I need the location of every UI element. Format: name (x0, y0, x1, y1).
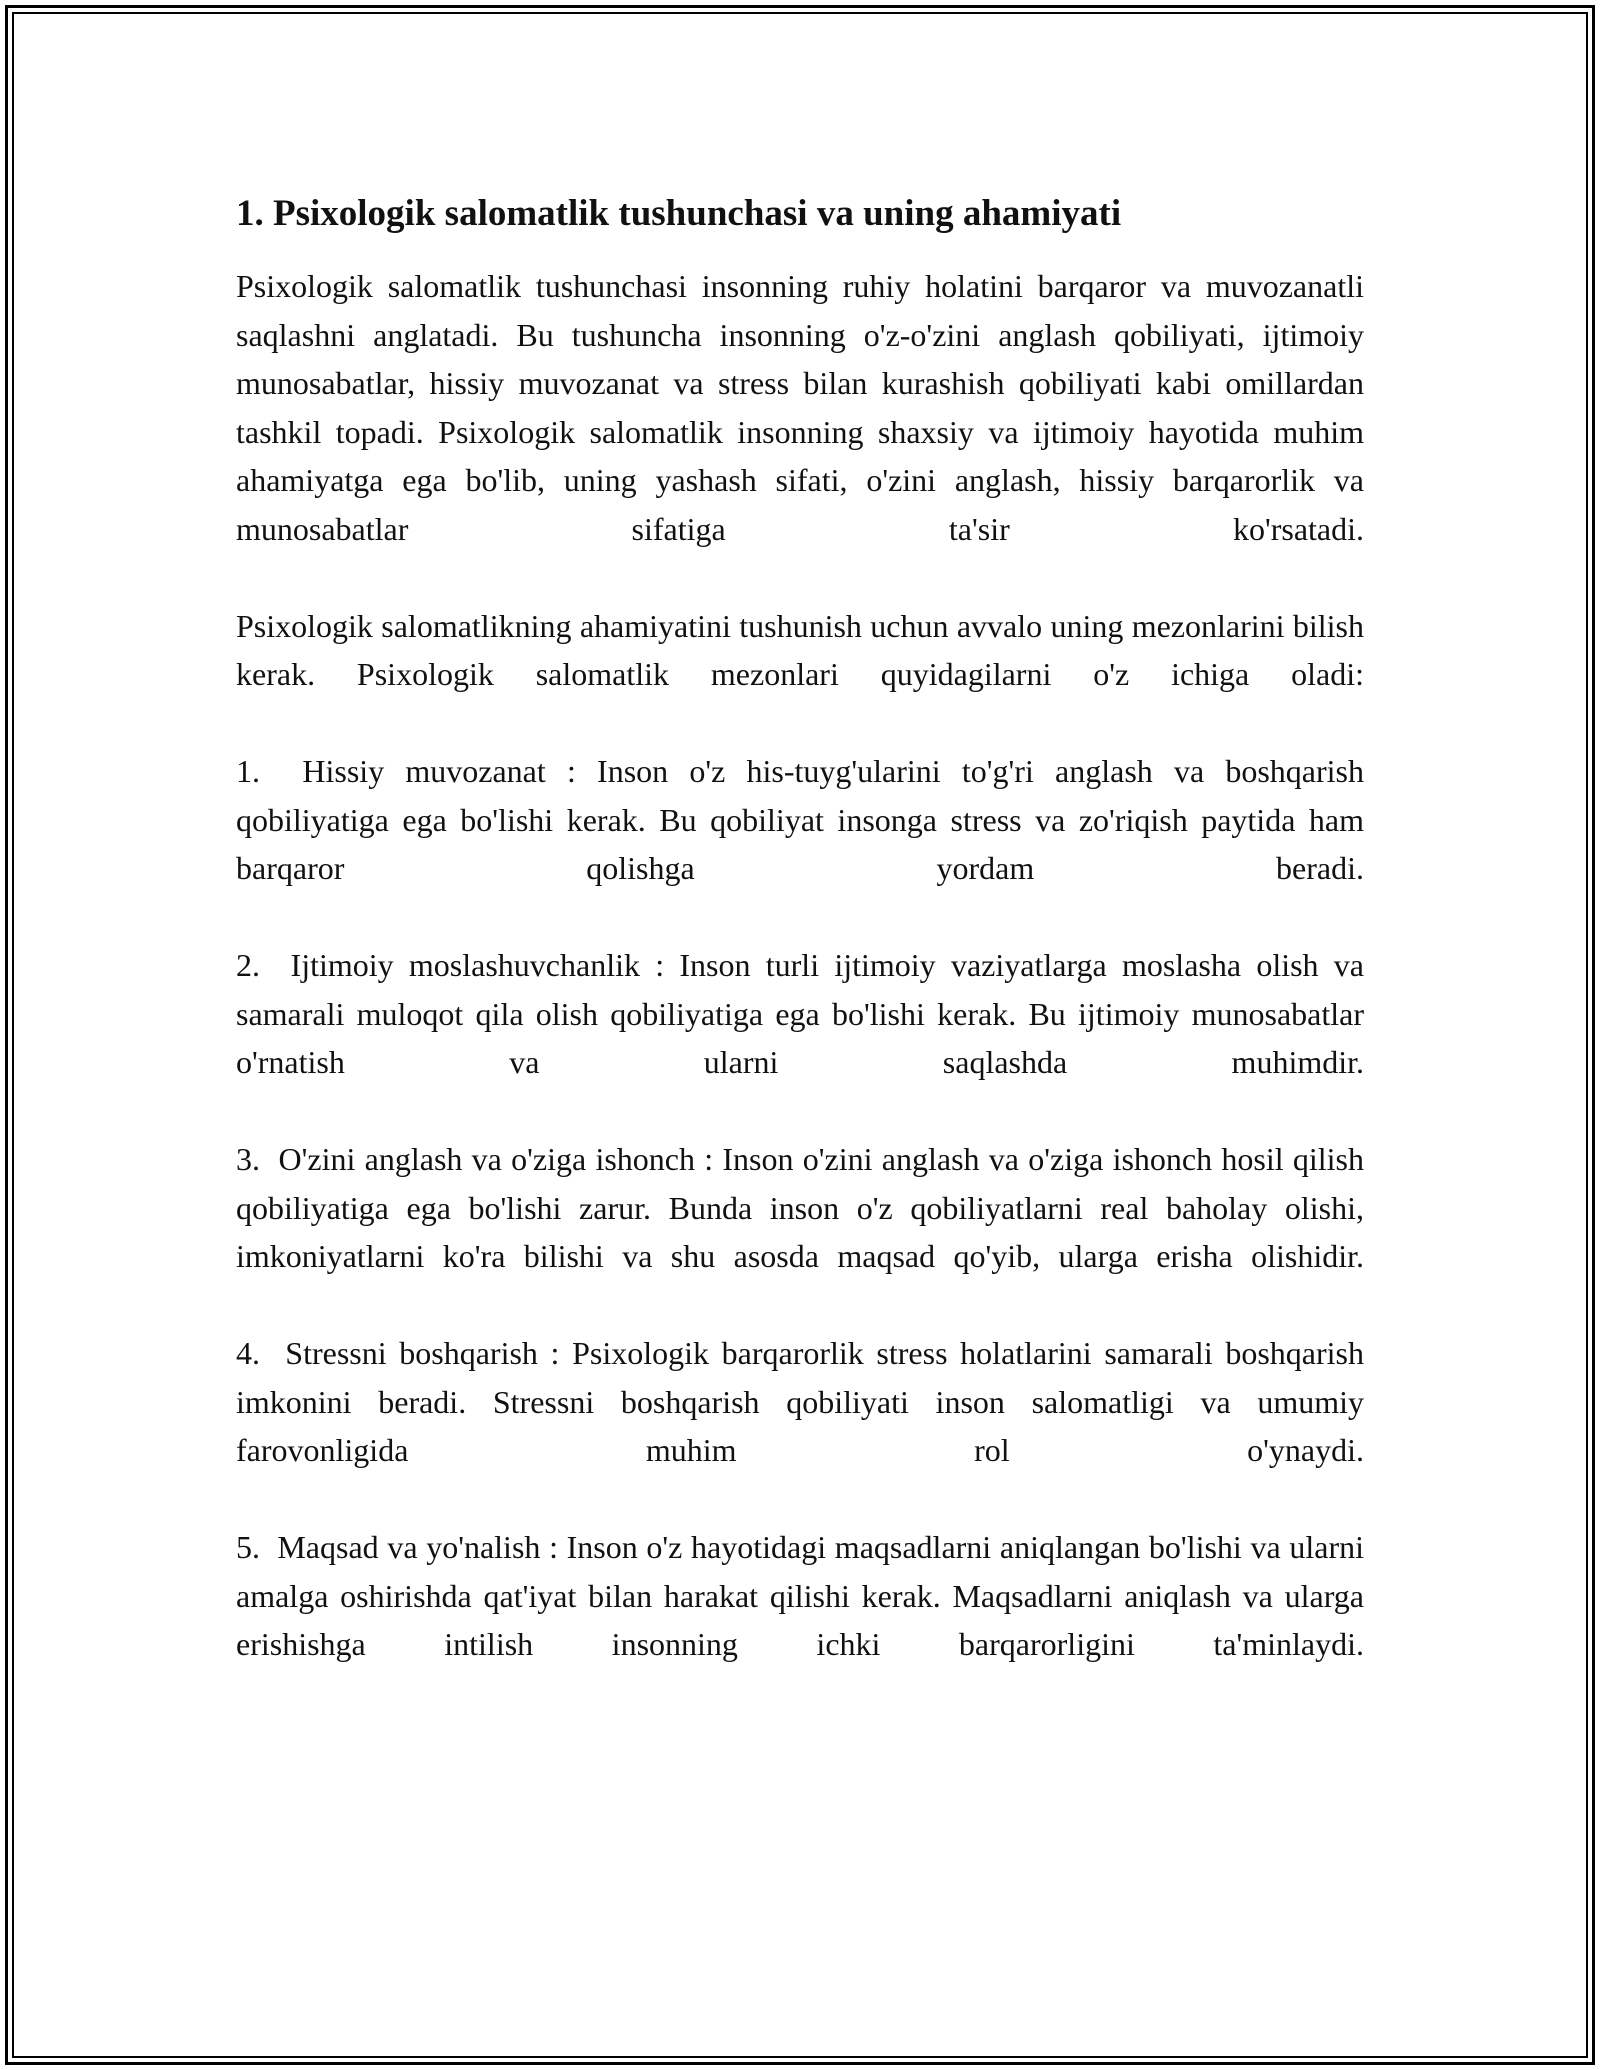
list-item-number: 2. (236, 947, 260, 983)
section-heading: 1. Psixologik salomatlik tushunchasi va uning ahamiyati (236, 193, 1122, 234)
list-item-1 (236, 747, 1364, 893)
list-item-text: Hissiy muvozanat : Inson o'z his-tuyg'ularini to'g'ri anglash va boshqarish qobiliyatiga ega bo'lishi kerak. Bu qobiliyat insonga stress va zo'riqish paytida ham barqaror qolishga yordam beradi. (236, 753, 1365, 886)
list-item-4 (236, 1329, 1364, 1475)
paragraph-intro: Psixologik salomatlik tushunchasi insonning ruhiy holatini barqaror va muvozanatli saqlashni anglatadi. Bu tushuncha insonning o'z-o'zini anglash qobiliyati, ijtimoiy munosabatlar, hissiy muvozanat va stress bilan kurashish qobiliyati kabi omillardan tashkil topadi. Psixologik salomatlik insonning shaxsiy va ijtimoiy hayotida muhim ahamiyatga ega bo'lib, uning yashash sifati, o'zini anglash, hissiy barqarorlik va munosabatlar sifatiga ta'sir ko'rsatadi. (236, 268, 1364, 547)
paragraph-spacer (236, 1281, 1364, 1330)
list-item-number: 5. (236, 1529, 260, 1565)
list-item-3 (236, 1135, 1364, 1281)
list-item-text: Maqsad va yo'nalish : Inson o'z hayotidagi maqsadlarni aniqlangan bo'lishi va ularni amalga oshirishda qat'iyat bilan harakat qilishi kerak. Maqsadlarni aniqlash va ularga erishishga intilish insonning ichki barqarorligini ta'minlaydi. (236, 1529, 1365, 1662)
list-item-number: 4. (236, 1335, 260, 1371)
paragraph-spacer (236, 553, 1364, 602)
document-body (236, 186, 1364, 1669)
list-item-text: O'zini anglash va o'ziga ishonch : Inson o'zini anglash va o'ziga ishonch hosil qilish qobiliyatiga ega bo'lishi zarur. Bunda inson o'z qobiliyatlarni real baholay olishi, imkoniyatlarni ko'ra bilishi va shu asosda maqsad qo'yib, ularga erisha olishidir. (236, 1141, 1365, 1274)
paragraph-spacer (236, 1087, 1364, 1136)
list-item-text: Ijtimoiy moslashuvchanlik : Inson turli ijtimoiy vaziyatlarga moslasha olish va samarali muloqot qila olish qobiliyatiga ega bo'lishi kerak. Bu ijtimoiy munosabatlar o'rnatish va ularni saqlashda muhimdir. (236, 947, 1365, 1080)
paragraph-spacer (236, 893, 1364, 942)
list-item-5 (236, 1523, 1364, 1669)
list-item-number: 3. (236, 1141, 260, 1177)
list-item-2 (236, 941, 1364, 1087)
list-item-text: Stressni boshqarish : Psixologik barqarorlik stress holatlarini samarali boshqarish imkonini beradi. Stressni boshqarish qobiliyati inson salomatligi va umumiy farovonligida muhim rol o'ynaydi. (236, 1335, 1365, 1468)
paragraph-spacer (236, 699, 1364, 748)
paragraph-criteria: Psixologik salomatlikning ahamiyatini tushunish uchun avvalo uning mezonlarini bilish kerak. Psixologik salomatlik mezonlari quyidagilarni o'z ichiga oladi: (236, 607, 1364, 692)
paragraph-spacer (236, 1475, 1364, 1524)
list-item-number: 1. (236, 753, 260, 789)
